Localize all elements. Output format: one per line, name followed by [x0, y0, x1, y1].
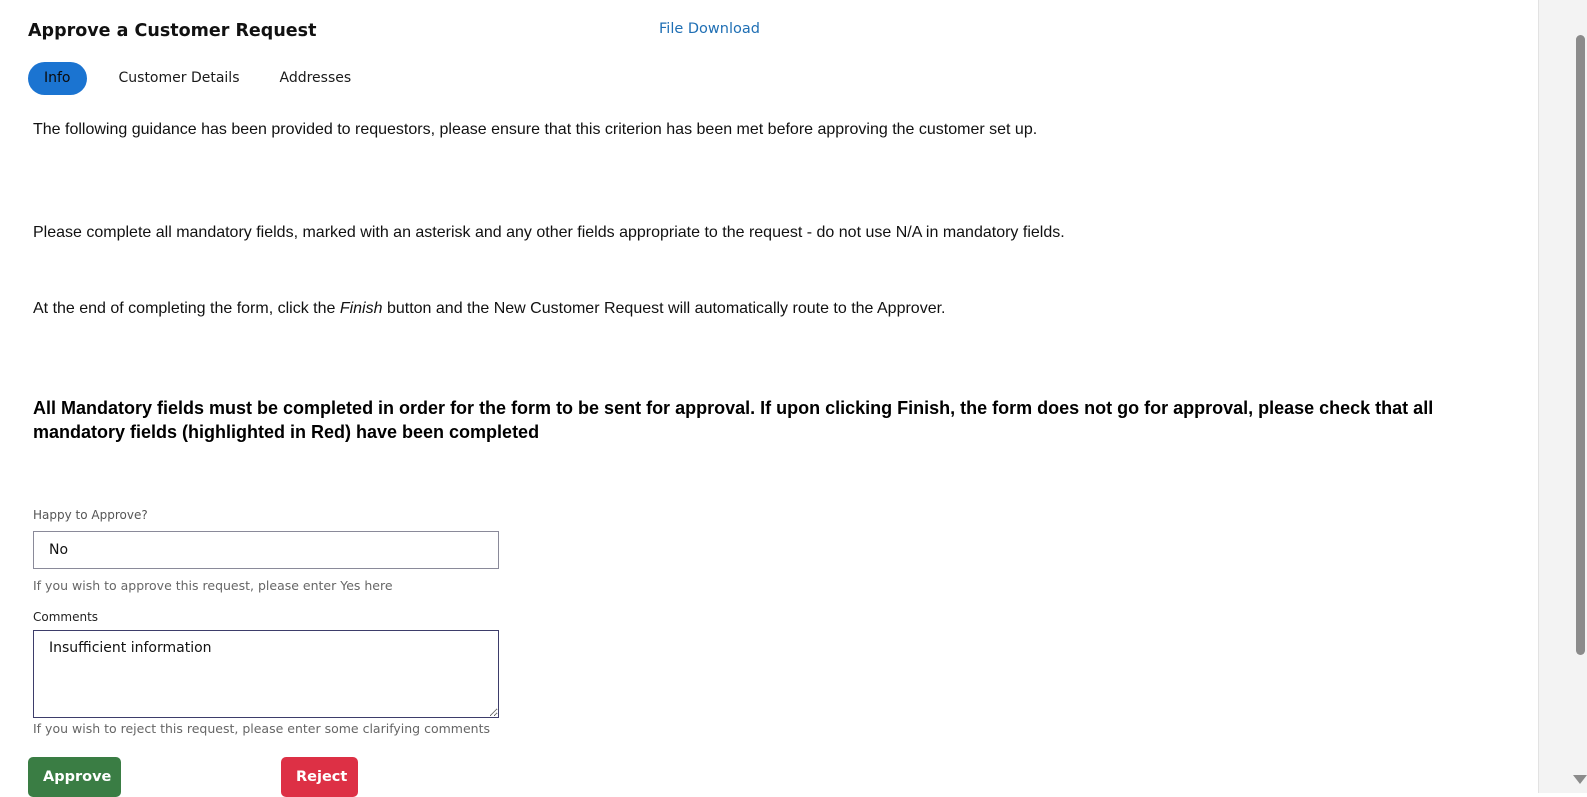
file-download-link[interactable]: File Download [659, 21, 760, 37]
tab-bar [28, 62, 367, 95]
tab-info[interactable]: Info [28, 62, 87, 95]
page-title: Approve a Customer Request [28, 21, 317, 41]
approve-input[interactable] [33, 531, 499, 569]
guidance-intro: The following guidance has been provided to requestors, please ensure that this criterion has been met before approving the customer set up. [33, 121, 1038, 138]
tab-customer-details[interactable]: Customer Details [118, 70, 240, 86]
guidance-finish-after: button and the New Customer Request will automatically route to the Approver. [382, 300, 946, 317]
guidance-warning: All Mandatory fields must be completed in order for the form to be sent for approval. If upon clicking Finish, the form does not go for approval, please check that all mandatory fields (highlighted in Red) have been completed [33, 398, 1434, 442]
approve-help-text: If you wish to approve this request, please enter Yes here [33, 578, 393, 593]
comments-field-label: Comments [33, 610, 99, 624]
guidance-finish-emphasis: Finish [339, 300, 383, 317]
approve-field-label: Happy to Approve? [33, 508, 148, 522]
comments-textarea[interactable] [33, 630, 499, 718]
scrollbar-thumb[interactable] [1576, 35, 1585, 655]
scroll-down-arrow-icon[interactable] [1573, 775, 1587, 784]
tab-addresses[interactable]: Addresses [279, 70, 352, 86]
vertical-scrollbar[interactable] [1538, 0, 1587, 793]
guidance-finish [33, 300, 945, 318]
guidance-finish-before: At the end of completing the form, click the [33, 300, 340, 317]
comments-help-text: If you wish to reject this request, please enter some clarifying comments [33, 721, 490, 736]
reject-button[interactable]: Reject [281, 757, 358, 797]
guidance-mandatory-fields: Please complete all mandatory fields, marked with an asterisk and any other fields appropriate to the request - do not use N/A in mandatory fields. [33, 224, 1065, 241]
approve-button[interactable]: Approve [28, 757, 121, 797]
